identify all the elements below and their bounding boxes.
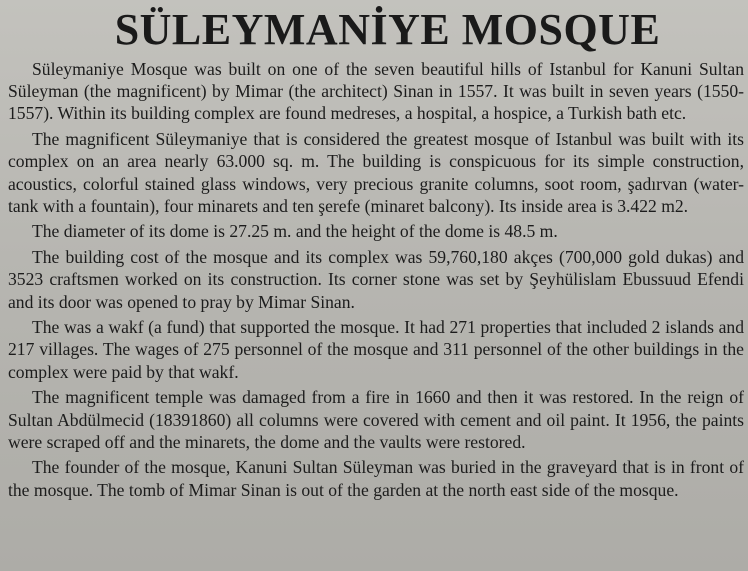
paragraph-wakf: The was a wakf (a fund) that supported the mosque. It had 271 properties that included 2 islands and 217 villages. The wages of 275 personnel of the mosque and 311 personnel of the other buildings in the complex were paid by that wakf.: [8, 317, 744, 382]
sign-body: [8, 58, 744, 504]
paragraph-tomb: The founder of the mosque, Kanuni Sultan Süleyman was buried in the graveyard that is in front of the mosque. The tomb of Mimar Sinan is out of the garden at the north east side of the mosque.: [8, 457, 744, 500]
paragraph-restoration: The magnificent temple was damaged from a fire in 1660 and then it was restored. In the reign of Sultan Abdülmecid (18391860) all columns were covered with cement and oil paint. It 1956, the paints were scraped off and the minarets, the dome and the vaults were restored.: [8, 387, 744, 452]
paragraph-cost: The building cost of the mosque and its complex was 59,760,180 akçes (700,000 gold dukas) and 3523 craftsmen worked on its construction. Its corner stone was set by Şeyhülislam Ebussuud Efendi and its door was opened to pray by Mimar Sinan.: [8, 247, 744, 312]
paragraph-dome: The diameter of its dome is 27.25 m. and the height of the dome is 48.5 m.: [32, 221, 558, 242]
sign-title: SÜLEYMANİYE MOSQUE: [114, 5, 661, 54]
paragraph-history: Süleymaniye Mosque was built on one of the seven beautiful hills of Istanbul for Kanuni Sultan Süleyman (the magnificent) by Mimar (the architect) Sinan in 1557. It was built in seven years (1550-1557). Within its building complex are found medreses, a hospital, a hospice, a Turkish bath etc.: [8, 59, 744, 124]
paragraph-architecture: The magnificent Süleymaniye that is considered the greatest mosque of Istanbul was built with its complex on an area nearly 63.000 sq. m. The building is conspicuous for its simple construction, acoustics, colorful stained glass windows, very precious granite columns, soot room, şadırvan (water-tank with a fountain), four minarets and ten şerefe (minaret balcony). Its inside area is 3.422 m2.: [8, 129, 744, 216]
